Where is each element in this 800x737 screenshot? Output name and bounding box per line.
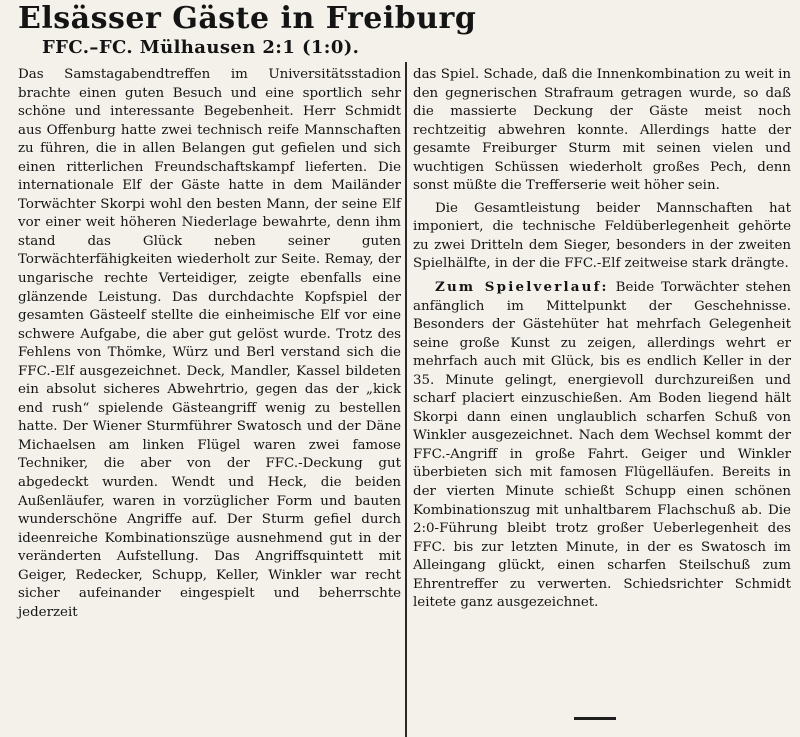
paragraph: das Spiel. Schade, daß die Innenkombination zu weit in den gegnerischen Strafraum getragen wurde, so daß die massierte Deckung der Gäste meist noch rechtzeitig abwehren konnte. Allerdings hatte der gesamte Freiburger Sturm mit seinen vielen und wuchtigen Schüssen wiederholt großes Pech, denn sonst müßte die Trefferserie weit höher sein. xyxy=(413,67,791,194)
paragraph xyxy=(413,278,791,613)
end-of-article-rule xyxy=(574,717,616,720)
paragraph: Das Samstagabendtreffen im Universitätsstadion brachte einen guten Besuch und eine sportlich sehr schöne und interessante Begebenheit. Herr Schmidt aus Offenburg hatte zwei technisch reife Mannschaften zu führen, die in allen Belangen gut gefielen und sich einen ritterlichen Freundschaftskampf lieferten. Die internationale Elf der Gäste hatte in dem Mailänder Torwächter Skorpi wohl den besten Mann, der seine Elf vor einer weit höheren Niederlage bewahrte, denn ihm stand das Glück neben seiner guten Torwächterfähigkeiten wiederholt zur Seite. Remay, der ungarische rechte Verteidiger, zeigte ebenfalls eine glänzende Leistung. Das durchdachte Kopfspiel der gesamten Gästeelf stellte die einheimische Elf vor eine schwere Aufgabe, die aber gut gelöst wurde. Trotz des Fehlens von Thömke, Würz und Berl verstand sich die FFC.-Elf ausgezeichnet. Deck, Mandler, Kassel bildeten ein absolut sicheres Abwehrtrio, gegen das der „kick end rush“ spielende Gästeangriff wenig zu bestellen hatte. Der Wiener Sturmführer Swatosch und der Däne Michaelsen am linken Flügel waren zwei famose Techniker, die aber von der FFC.-Deckung gut abgedeckt wurden. Wendt und Heck, die beiden Außenläufer, waren in vorzüglicher Form und bauten wunderschöne Angriffe auf. Der Sturm gefiel durch ideenreiche Kombinationszüge ausnehmend gut in der veränderten Aufstellung. Das Angriffsquintett mit Geiger, Redecker, Schupp, Keller, Winkler war recht sicher aufeinander eingespielt und beherrschte jederzeit xyxy=(18,67,401,620)
headline: Elsässer Gäste in Freiburg xyxy=(18,1,477,36)
section-lead: Zum Spielverlauf: xyxy=(435,279,609,296)
column-divider xyxy=(405,62,407,737)
paragraph: Die Gesamtleistung beider Mannschaften hat imponiert, die technische Feldüberlegenheit gehörte zu zwei Dritteln dem Sieger, besonders in der zweiten Spielhälfte, in der die FFC.-Elf zeitweise stark drängte. xyxy=(413,200,791,272)
article-column-right xyxy=(413,66,791,613)
subheadline: FFC.–FC. Mülhausen 2:1 (1:0). xyxy=(42,37,360,58)
paragraph-text: Beide Torwächter stehen anfänglich im Mittelpunkt der Geschehnisse. Besonders der Gästehüter hat mehrfach Gelegenheit seine große Kunst zu zeigen, allerdings wehrt er mehrfach auch mit Glück, bis es endlich Keller in der 35. Minute gelingt, energievoll durchzureißen und scharf placiert einzuschießen. Am Boden liegend hält Skorpi dann einen unglaublich scharfen Schuß von Winkler ausgezeichnet. Nach dem Wechsel kommt der FFC.-Angriff in große Fahrt. Geiger und Winkler überbieten sich mit famosen Flügelläufen. Bereits in der vierten Minute schießt Schupp einen schönen Kombinationszug mit unhaltbarem Flachschuß ab. Die 2:0-Führung bleibt trotz großer Ueberlegenheit des FFC. bis zur letzten Minute, in der es Swatosch im Alleingang glückt, einen scharfen Steilschuß zum Ehrentreffer zu verwerten. Schiedsrichter Schmidt leitete ganz ausgezeichnet. xyxy=(413,280,791,611)
article-column-left xyxy=(18,66,401,622)
